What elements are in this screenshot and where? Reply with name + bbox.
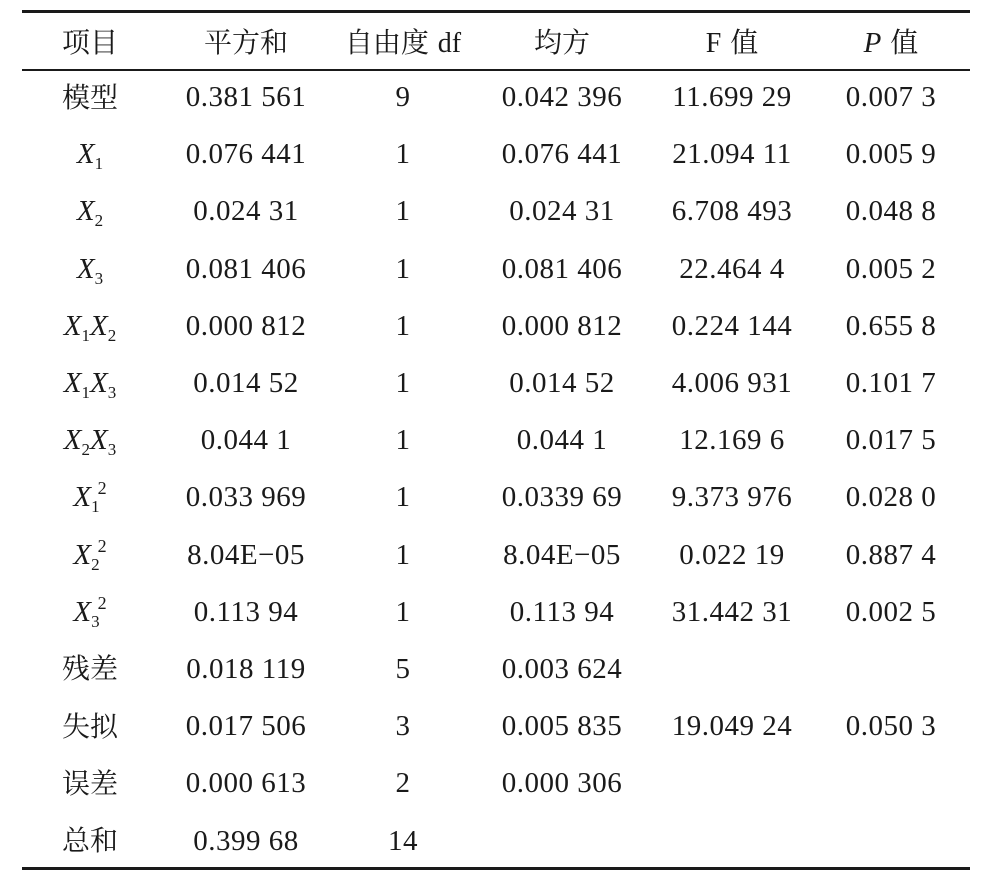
factor-symbol — [63, 424, 90, 460]
df-cell: 14 — [388, 824, 418, 857]
factor-symbol — [76, 252, 104, 288]
p-value-cell: 0.007 3 — [845, 81, 937, 114]
factor-letter: X — [73, 538, 92, 571]
f-value-cell — [652, 641, 812, 698]
f-value-cell — [652, 812, 812, 869]
p-value-cell — [812, 812, 970, 869]
df-cell: 1 — [395, 195, 411, 228]
factor-subscript: 1 — [91, 497, 100, 517]
f-value-cell: 0.022 19 — [679, 538, 785, 571]
row-label — [22, 527, 158, 584]
sum-of-squares-cell: 0.044 1 — [200, 424, 292, 457]
df-cell: 1 — [395, 424, 411, 457]
sum-of-squares-cell: 0.000 613 — [185, 767, 307, 800]
factor-symbol — [76, 138, 104, 174]
df-cell: 1 — [395, 538, 411, 571]
f-value-cell: 21.094 11 — [672, 138, 792, 171]
factor-subscript: 3 — [107, 440, 117, 460]
row-label-text: 误差 — [61, 766, 118, 800]
table-row — [22, 755, 970, 812]
row-label — [22, 183, 158, 240]
mean-square-cell: 0.000 812 — [501, 309, 623, 342]
mean-square-cell: 0.044 1 — [516, 424, 608, 457]
sum-of-squares-cell: 0.024 31 — [193, 195, 299, 228]
mean-square-cell: 0.113 94 — [509, 595, 615, 628]
sum-of-squares-cell: 0.381 561 — [185, 81, 307, 114]
row-label — [22, 698, 158, 755]
factor-subscript: 2 — [91, 554, 100, 574]
table-body — [22, 69, 970, 870]
factor-letter: X — [63, 367, 82, 400]
table-row — [22, 126, 970, 183]
table-row — [22, 641, 970, 698]
table-row — [22, 298, 970, 355]
df-cell: 1 — [395, 367, 411, 400]
f-value-cell: 22.464 4 — [679, 252, 785, 285]
factor-subscript: 2 — [94, 211, 104, 231]
f-value-cell: 0.224 144 — [671, 309, 793, 342]
factor-letter: X — [73, 481, 92, 514]
mean-square-cell — [472, 812, 652, 869]
row-label — [22, 412, 158, 469]
factor-symbol — [90, 424, 117, 460]
table-row — [22, 355, 970, 412]
p-value-cell: 0.887 4 — [845, 538, 937, 571]
factor-letter: X — [76, 252, 95, 285]
factor-superscript: 2 — [97, 592, 107, 613]
row-label-text: 模型 — [61, 80, 118, 114]
df-cell: 9 — [395, 81, 411, 114]
row-label — [22, 469, 158, 526]
factor-subscript: 2 — [81, 440, 90, 460]
factor-subscript: 3 — [91, 611, 100, 631]
header-p-value: P 值 — [863, 25, 919, 59]
p-value-cell: 0.028 0 — [845, 481, 937, 514]
table-row — [22, 183, 970, 240]
factor-letter: X — [63, 309, 82, 342]
p-value-cell: 0.002 5 — [845, 595, 937, 628]
row-label — [22, 584, 158, 641]
df-cell: 1 — [395, 595, 411, 628]
p-value-cell: 0.005 9 — [845, 138, 937, 171]
mean-square-cell: 0.081 406 — [501, 252, 623, 285]
sum-of-squares-cell: 0.113 94 — [193, 595, 299, 628]
header-f-value: F 值 — [705, 25, 759, 59]
header-sum-of-squares: 平方和 — [203, 26, 288, 59]
factor-subscript: 1 — [81, 383, 90, 403]
factor-symbol — [63, 309, 90, 345]
factor-subscript: 3 — [107, 383, 117, 403]
table-row — [22, 69, 970, 126]
factor-symbol — [73, 535, 107, 574]
header-mean-square: 均方 — [533, 26, 590, 59]
sum-of-squares-cell: 0.017 506 — [185, 710, 307, 743]
sum-of-squares-cell: 0.014 52 — [193, 367, 299, 400]
factor-symbol — [90, 367, 117, 403]
table-header — [22, 13, 970, 69]
factor-symbol — [90, 309, 117, 345]
p-value-cell: 0.005 2 — [845, 252, 937, 285]
mean-square-cell: 0.0339 69 — [501, 481, 623, 514]
p-value-cell: 0.017 5 — [845, 424, 937, 457]
mean-square-cell: 8.04E−05 — [503, 538, 621, 571]
factor-superscript: 2 — [97, 535, 107, 556]
p-value-cell: 0.048 8 — [845, 195, 937, 228]
f-value-cell: 6.708 493 — [671, 195, 793, 228]
table-row — [22, 584, 970, 641]
mean-square-cell: 0.003 624 — [501, 652, 623, 685]
header-item: 项目 — [61, 26, 118, 59]
p-value-cell — [812, 755, 970, 812]
row-label — [22, 641, 158, 698]
sum-of-squares-cell: 0.399 68 — [193, 824, 299, 857]
sum-of-squares-cell: 0.000 812 — [185, 309, 307, 342]
row-label — [22, 355, 158, 412]
mean-square-cell: 0.076 441 — [501, 138, 623, 171]
factor-letter: X — [76, 138, 95, 171]
table-row — [22, 812, 970, 869]
sum-of-squares-cell: 8.04E−05 — [187, 538, 305, 571]
df-cell: 1 — [395, 309, 411, 342]
mean-square-cell: 0.000 306 — [501, 767, 623, 800]
table-row — [22, 241, 970, 298]
f-value-cell: 9.373 976 — [671, 481, 793, 514]
header-degrees-of-freedom: 自由度 df — [344, 25, 462, 59]
row-label — [22, 241, 158, 298]
factor-letter: X — [76, 195, 95, 228]
sum-of-squares-cell: 0.018 119 — [186, 652, 306, 685]
factor-symbol — [73, 592, 107, 631]
factor-subscript: 3 — [94, 268, 104, 288]
row-label — [22, 126, 158, 183]
factor-subscript: 1 — [94, 154, 104, 174]
f-value-cell: 11.699 29 — [672, 81, 792, 114]
factor-subscript: 1 — [81, 325, 90, 345]
header-row — [22, 13, 970, 69]
f-value-cell — [652, 755, 812, 812]
row-label-text: 残差 — [61, 652, 118, 686]
factor-letter: X — [63, 424, 82, 457]
row-label — [22, 812, 158, 869]
table-row — [22, 698, 970, 755]
df-cell: 5 — [395, 652, 411, 685]
mean-square-cell: 0.042 396 — [501, 81, 623, 114]
df-cell: 1 — [395, 138, 411, 171]
df-cell: 3 — [395, 710, 411, 743]
factor-symbol — [63, 367, 90, 403]
factor-superscript: 2 — [97, 478, 107, 499]
table-row — [22, 412, 970, 469]
factor-letter: X — [90, 309, 108, 342]
p-value-cell: 0.101 7 — [845, 367, 937, 400]
row-label-text: 总和 — [61, 824, 118, 858]
row-label — [22, 298, 158, 355]
factor-symbol — [73, 478, 107, 517]
row-label — [22, 755, 158, 812]
table-row — [22, 469, 970, 526]
p-value-cell: 0.050 3 — [845, 710, 937, 743]
df-cell: 2 — [395, 767, 411, 800]
mean-square-cell: 0.014 52 — [509, 367, 615, 400]
sum-of-squares-cell: 0.033 969 — [185, 481, 307, 514]
row-label — [22, 69, 158, 126]
factor-letter: X — [90, 367, 108, 400]
factor-letter: X — [73, 595, 92, 628]
df-cell: 1 — [395, 252, 411, 285]
factor-subscript: 2 — [107, 325, 117, 345]
mean-square-cell: 0.024 31 — [509, 195, 615, 228]
sum-of-squares-cell: 0.081 406 — [185, 252, 307, 285]
p-value-cell — [812, 641, 970, 698]
factor-letter: X — [90, 424, 108, 457]
table-row — [22, 527, 970, 584]
mean-square-cell: 0.005 835 — [501, 710, 623, 743]
sum-of-squares-cell: 0.076 441 — [185, 138, 307, 171]
p-value-cell: 0.655 8 — [845, 309, 937, 342]
anova-table — [22, 13, 970, 870]
row-label-text: 失拟 — [61, 709, 118, 743]
f-value-cell: 31.442 31 — [671, 595, 793, 628]
f-value-cell: 19.049 24 — [671, 710, 793, 743]
f-value-cell: 12.169 6 — [679, 424, 785, 457]
f-value-cell: 4.006 931 — [671, 367, 793, 400]
df-cell: 1 — [395, 481, 411, 514]
factor-symbol — [76, 195, 104, 231]
